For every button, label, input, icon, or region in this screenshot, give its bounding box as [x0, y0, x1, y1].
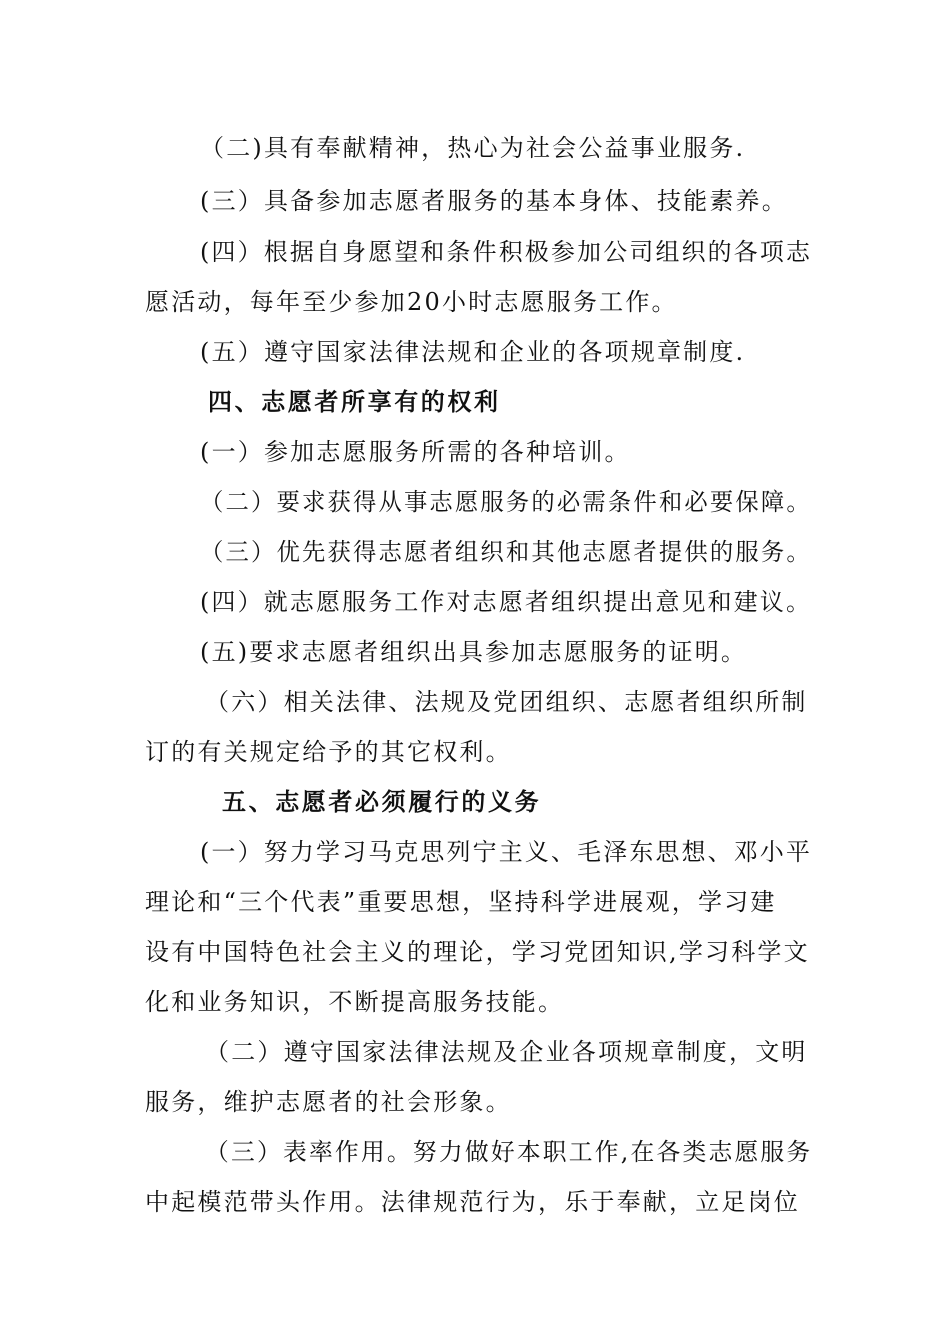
duty-item-5: (五）遵守国家法律法规和企业的各项规章制度. — [200, 338, 746, 366]
obligation-item-1-cont-2: 设有中国特色社会主义的理论，学习党团知识,学习科学文 — [145, 938, 810, 966]
obligation-item-1: (一）努力学习马克思列宁主义、毛泽东思想、邓小平 — [200, 838, 813, 866]
obligation-item-1-cont-3: 化和业务知识，不断提高服务技能。 — [145, 988, 565, 1016]
rights-item-6: （六）相关法律、法规及党团组织、志愿者组织所制 — [205, 688, 808, 716]
duty-item-2: （二)具有奉献精神，热心为社会公益事业服务. — [200, 134, 746, 162]
obligation-item-2: （二）遵守国家法律法规及企业各项规章制度，文明 — [205, 1038, 808, 1066]
rights-item-2: （二）要求获得从事志愿服务的必需条件和必要保障。 — [200, 488, 812, 516]
rights-item-4: (四）就志愿服务工作对志愿者组织提出意见和建议。 — [200, 588, 813, 616]
obligation-item-3-cont: 中起模范带头作用。法律规范行为，乐于奉献，立足岗位 — [145, 1188, 800, 1216]
section-heading-obligations: 五、志愿者必须履行的义务 — [222, 788, 542, 816]
rights-item-1: (一）参加志愿服务所需的各种培训。 — [200, 438, 631, 466]
rights-item-5: (五)要求志愿者组织出具参加志愿服务的证明。 — [200, 638, 748, 666]
duty-item-4-cont: 愿活动，每年至少参加20小时志愿服务工作。 — [145, 288, 678, 316]
duty-item-4: (四）根据自身愿望和条件积极参加公司组织的各项志 — [200, 238, 813, 266]
section-heading-rights: 四、志愿者所享有的权利 — [208, 388, 501, 416]
duty-item-3: (三）具备参加志愿者服务的基本身体、技能素养。 — [200, 187, 788, 215]
rights-item-3: （三）优先获得志愿者组织和其他志愿者提供的服务。 — [200, 538, 812, 566]
obligation-item-1-cont-1: 理论和“三个代表”重要思想，坚持科学进展观，学习建 — [145, 888, 777, 916]
rights-item-6-cont: 订的有关规定给予的其它权利。 — [145, 738, 512, 766]
obligation-item-2-cont: 服务，维护志愿者的社会形象。 — [145, 1088, 512, 1116]
obligation-item-3: （三）表率作用。努力做好本职工作,在各类志愿服务 — [205, 1138, 813, 1166]
